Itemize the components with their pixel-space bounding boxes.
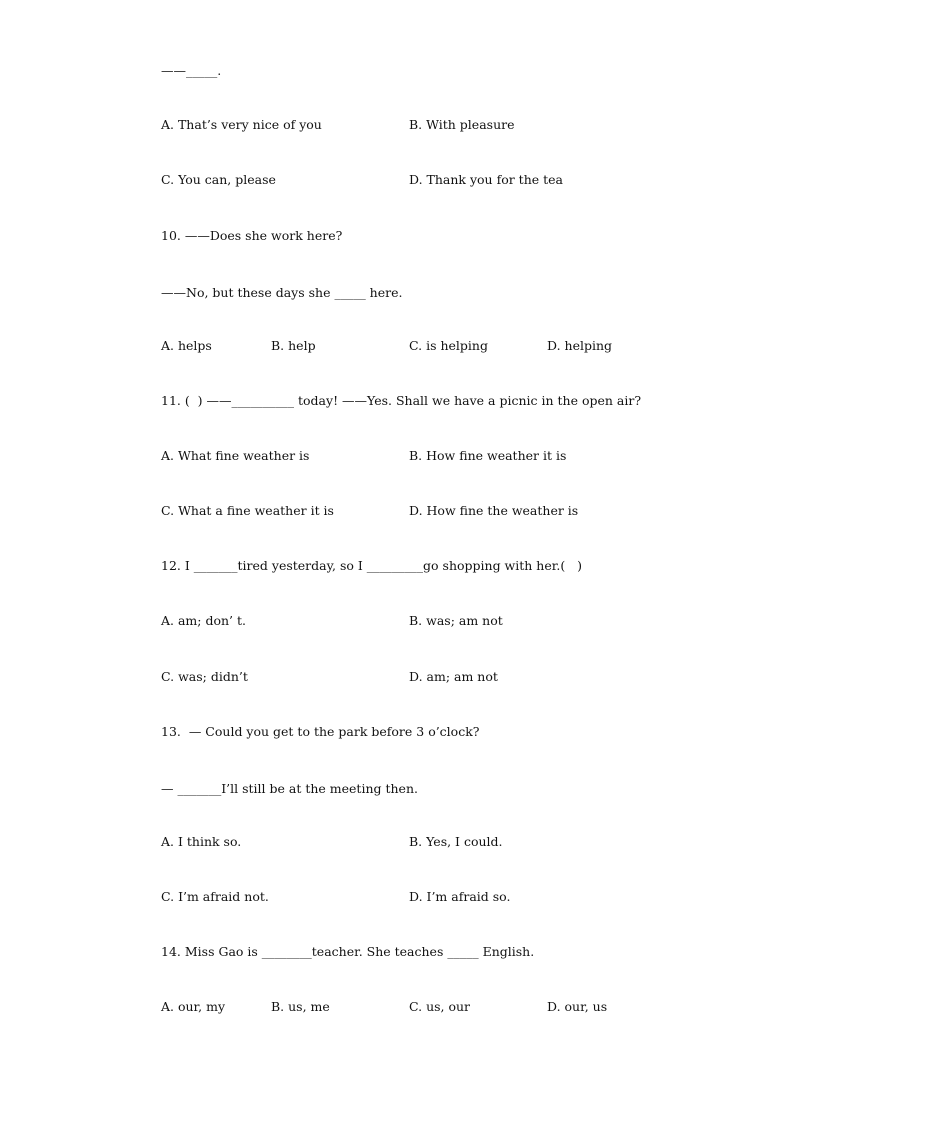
question-13-option-b: B. Yes, I could. — [409, 834, 503, 849]
question-9-option-d: D. Thank you for the tea — [409, 172, 563, 187]
question-10-option-c: C. is helping — [409, 338, 488, 353]
question-13-option-a: A. I think so. — [161, 834, 242, 849]
question-9-option-c: C. You can, please — [161, 172, 276, 187]
question-12-option-c: C. was; didn’t — [161, 669, 248, 684]
question-11-option-b: B. How fine weather it is — [409, 448, 567, 463]
question-10-option-d: D. helping — [547, 338, 613, 353]
question-13-option-c: C. I’m afraid not. — [161, 889, 269, 904]
question-12-prompt: 12. I _______tired yesterday, so I _________go shopping with her.( ) — [161, 558, 582, 573]
question-14-option-d: D. our, us — [547, 999, 608, 1014]
question-11-option-c: C. What a fine weather it is — [161, 503, 334, 518]
question-14-option-c: C. us, our — [409, 999, 471, 1014]
question-14-option-b: B. us, me — [271, 999, 330, 1014]
question-9-answer-blank: ——_____. — [161, 63, 222, 78]
question-13-response: — _______I’ll still be at the meeting then. — [161, 781, 418, 796]
question-13-option-d: D. I’m afraid so. — [409, 889, 511, 904]
question-10-prompt: 10. ——Does she work here? — [161, 228, 343, 243]
question-14-option-a: A. our, my — [161, 999, 226, 1014]
question-11-option-d: D. How fine the weather is — [409, 503, 579, 518]
question-12-option-a: A. am; don’ t. — [161, 613, 246, 628]
question-13-prompt: 13. — Could you get to the park before 3 o’clock? — [161, 724, 480, 739]
question-11-option-a: A. What fine weather is — [161, 448, 310, 463]
question-12-option-b: B. was; am not — [409, 613, 503, 628]
question-11-prompt: 11. ( ) ——__________ today! ——Yes. Shall we have a picnic in the open air? — [161, 393, 642, 408]
question-12-option-d: D. am; am not — [409, 669, 498, 684]
question-9-option-a: A. That’s very nice of you — [161, 117, 322, 132]
question-10-option-b: B. help — [271, 338, 316, 353]
question-10-response: ——No, but these days she _____ here. — [161, 285, 403, 300]
question-9-option-b: B. With pleasure — [409, 117, 515, 132]
question-14-prompt: 14. Miss Gao is ________teacher. She teaches _____ English. — [161, 944, 535, 959]
question-10-option-a: A. helps — [161, 338, 212, 353]
